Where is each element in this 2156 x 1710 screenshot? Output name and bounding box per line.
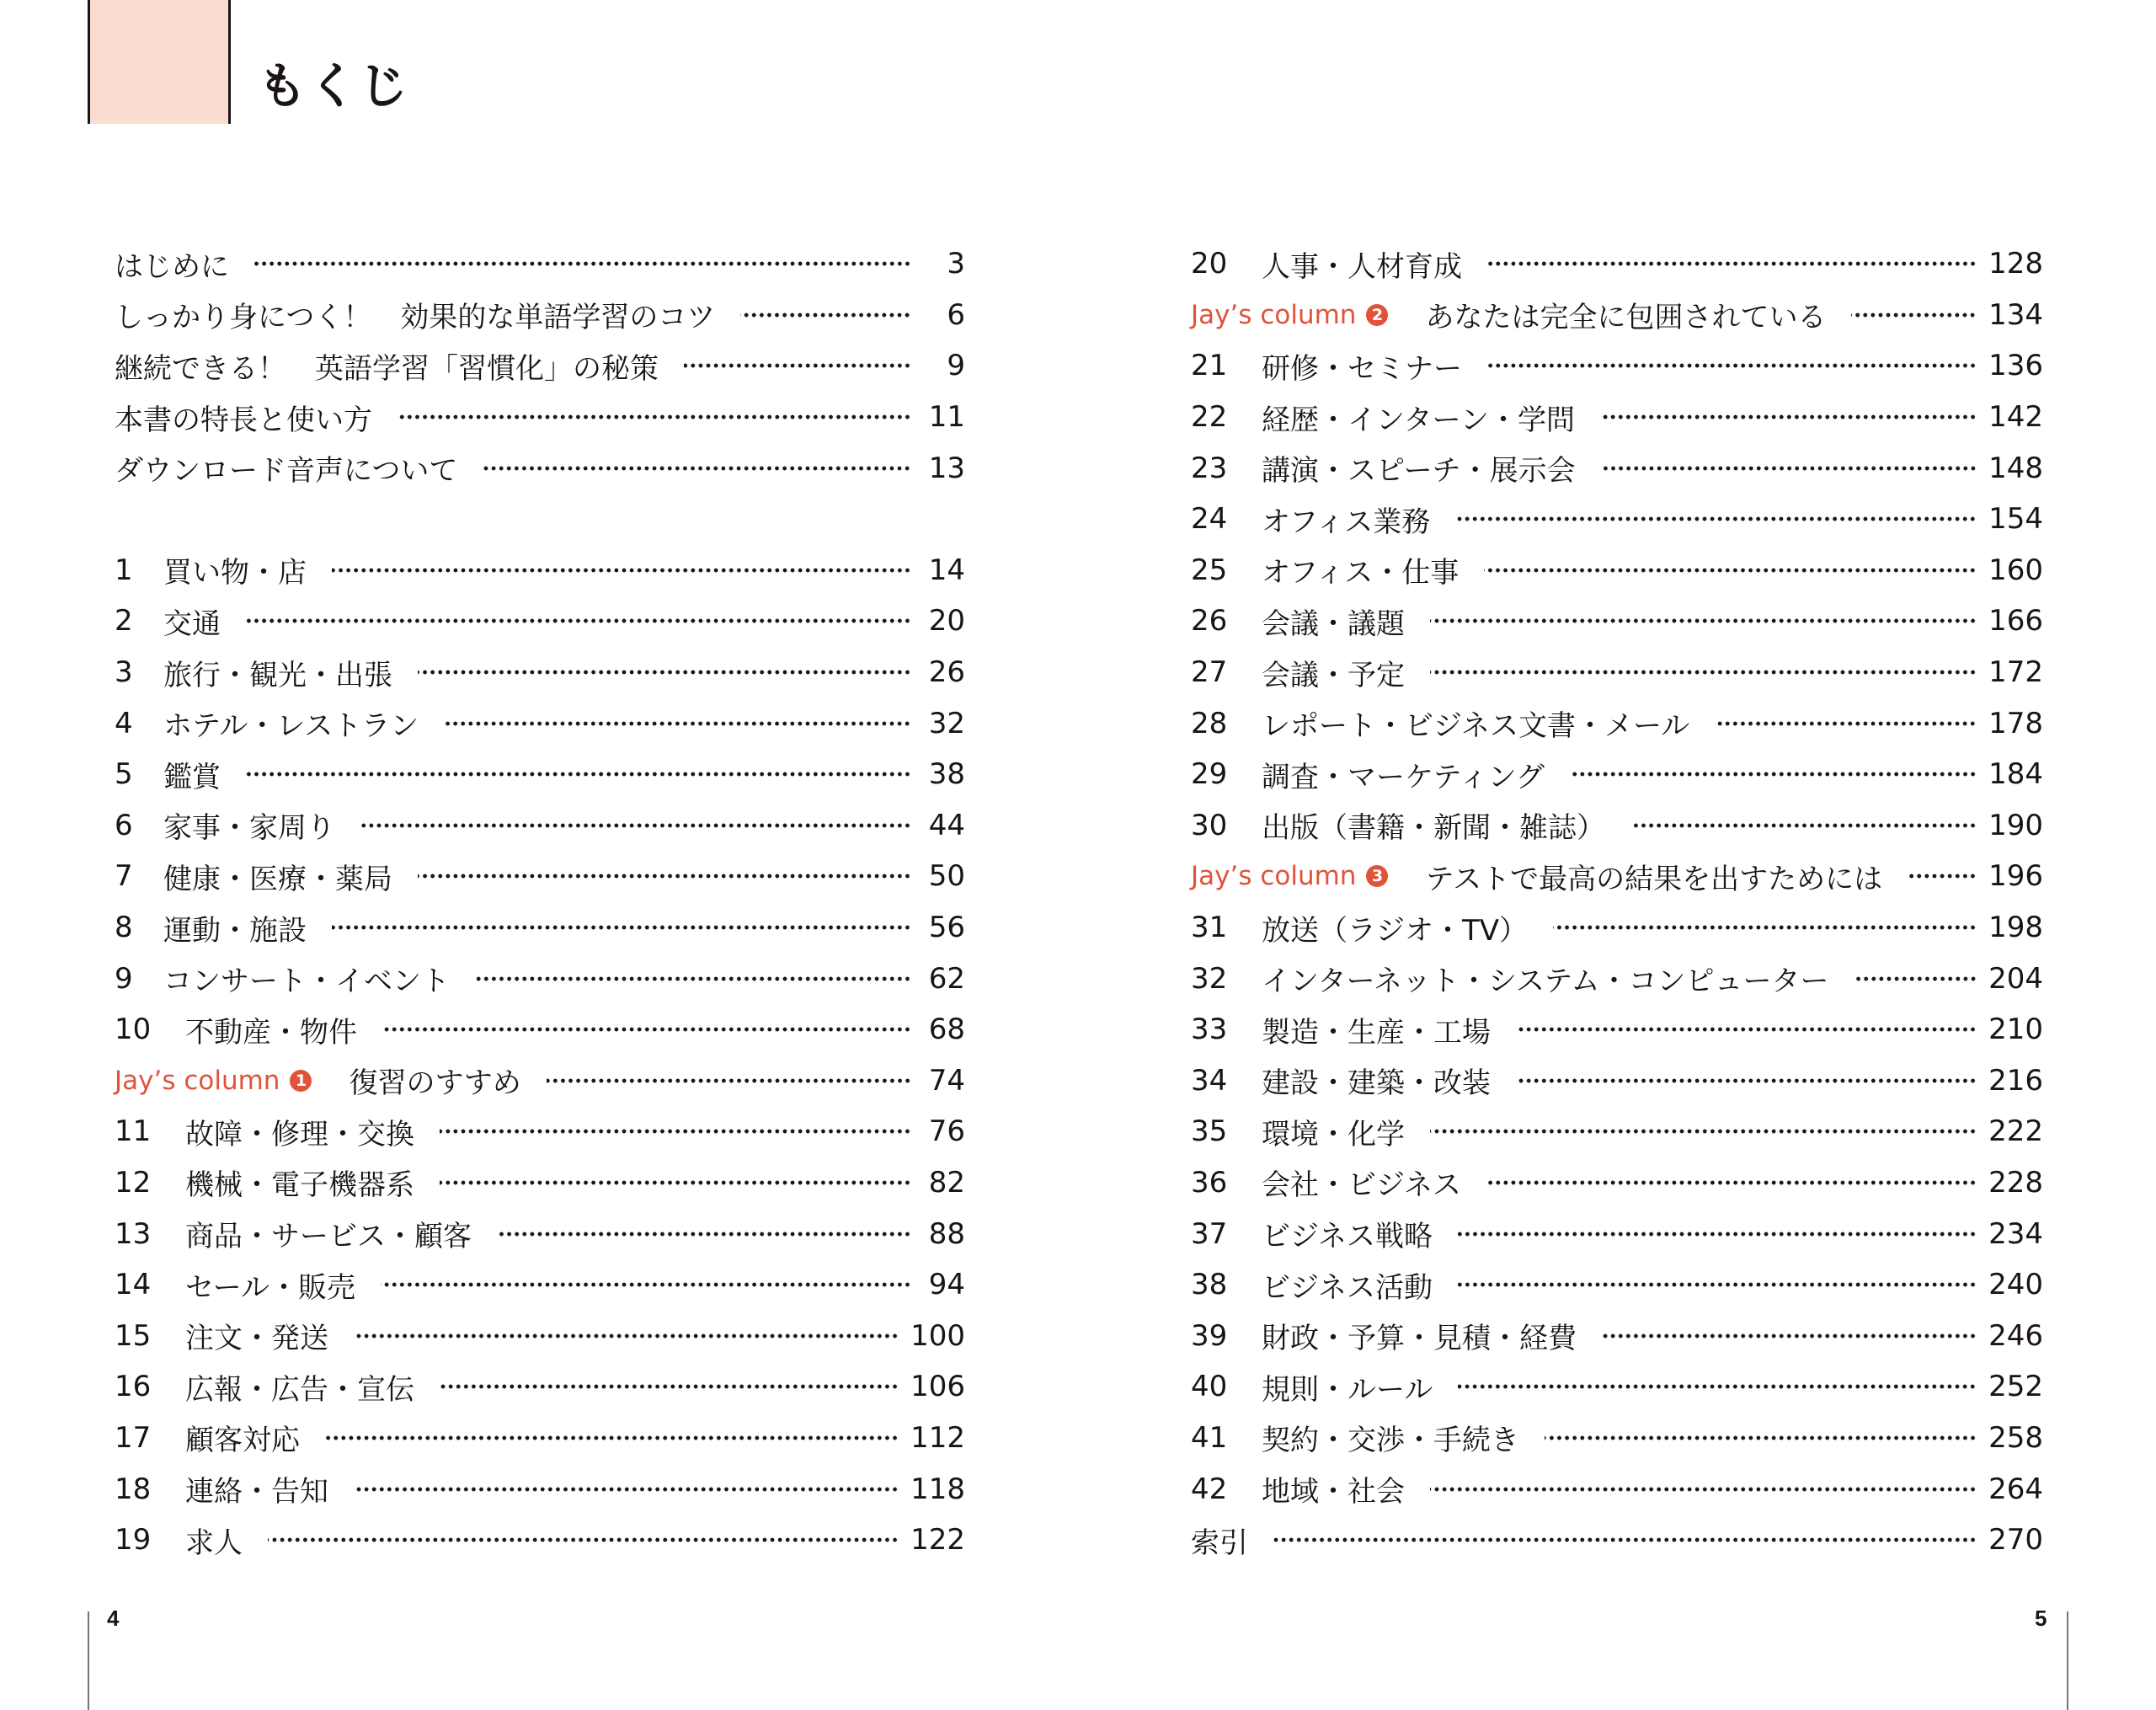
- leader-dots: [1458, 1384, 1977, 1389]
- leader-dots: [1430, 618, 1977, 623]
- chapter-number: 1: [115, 553, 133, 587]
- leader-dots: [475, 976, 911, 981]
- chapter-number: 11: [115, 1114, 152, 1149]
- toc-page-number: 13: [928, 451, 965, 485]
- toc-entry-label: レポート・ビジネス文書・メール: [1262, 709, 1690, 744]
- toc-entry-label: 地域・社会: [1262, 1475, 1405, 1510]
- leader-dots: [684, 363, 911, 368]
- leader-dots: [354, 1333, 899, 1339]
- toc-entry-chapter[interactable]: [1191, 647, 2043, 698]
- toc-entry-label: あなたは完全に包囲されている: [1425, 301, 1827, 335]
- toc-entry-chapter[interactable]: [1191, 1310, 2043, 1361]
- toc-page-number: 118: [910, 1472, 965, 1506]
- leader-dots: [1545, 1435, 1977, 1440]
- toc-page-number: 44: [928, 808, 965, 842]
- leader-dots: [444, 721, 911, 726]
- toc-entry-chapter[interactable]: [115, 1259, 965, 1311]
- toc-page-number: 26: [928, 655, 965, 690]
- toc-page-number: 204: [1988, 961, 2043, 996]
- circled-number-badge: 2: [1366, 304, 1388, 326]
- leader-dots: [440, 1384, 899, 1389]
- spacer: [115, 494, 965, 545]
- toc-entry-label: 研修・セミナー: [1262, 351, 1462, 386]
- toc-page-number: 9: [947, 349, 965, 383]
- toc-page-number: 62: [928, 961, 965, 996]
- toc-entry-label: 本書の特長と使い方: [115, 403, 372, 437]
- leader-dots: [1430, 670, 1977, 675]
- toc-entry-label: 復習のすすめ: [349, 1066, 521, 1101]
- toc-page-number: 264: [1988, 1472, 2043, 1506]
- chapter-number: 23: [1191, 451, 1228, 485]
- toc-entry-chapter[interactable]: [115, 953, 965, 1004]
- toc-entry-chapter[interactable]: [115, 1463, 965, 1515]
- leader-dots: [418, 670, 911, 675]
- toc-entry-label: 家事・家周り: [163, 811, 335, 846]
- leader-dots: [1486, 1180, 1977, 1185]
- toc-page-number: 196: [1988, 859, 2043, 894]
- toc-entry-jays-column[interactable]: [115, 1055, 965, 1107]
- toc-entry-chapter[interactable]: [1191, 1463, 2043, 1515]
- toc-page-number: 252: [1988, 1370, 2043, 1404]
- toc-entry-chapter[interactable]: [1191, 392, 2043, 443]
- page-title: もくじ: [258, 57, 410, 115]
- toc-page-number: 11: [928, 400, 965, 435]
- toc-entry-chapter[interactable]: [115, 1515, 965, 1566]
- toc-entry-label: 建設・建築・改装: [1262, 1066, 1491, 1101]
- leader-dots: [398, 414, 911, 419]
- toc-entry-label: セール・販売: [185, 1270, 355, 1305]
- toc-entry-intro[interactable]: [115, 392, 965, 443]
- circled-number-badge: 3: [1366, 865, 1388, 887]
- toc-page-number: 246: [1988, 1318, 2043, 1353]
- toc-entry-label: 経歴・インターン・学問: [1262, 403, 1575, 437]
- toc-entry-intro[interactable]: [115, 442, 965, 494]
- leader-dots: [1430, 1487, 1977, 1492]
- toc-left-column: [115, 238, 965, 1565]
- chapter-number: 38: [1191, 1268, 1228, 1302]
- toc-entry-intro[interactable]: [115, 290, 965, 341]
- toc-entry-intro[interactable]: [115, 238, 965, 290]
- toc-entry-label: 運動・施設: [163, 913, 307, 948]
- toc-page-number: 136: [1988, 349, 2043, 383]
- toc-entry-label: 会議・予定: [1262, 658, 1405, 692]
- chapter-number: 3: [115, 655, 133, 690]
- toc-entry-label: 出版（書籍・新聞・雑誌）: [1262, 811, 1605, 846]
- toc-entry-label: 会議・議題: [1262, 607, 1405, 641]
- leader-dots: [497, 1232, 911, 1237]
- chapter-number: 8: [115, 911, 133, 945]
- chapter-number: 4: [115, 706, 133, 740]
- chapter-number: 12: [115, 1165, 152, 1200]
- leader-dots: [1600, 414, 1977, 419]
- chapter-number: 20: [1191, 247, 1228, 281]
- chapter-number: 32: [1191, 961, 1228, 996]
- jays-column-tag: [1191, 300, 1388, 330]
- leader-dots: [1908, 874, 1977, 879]
- toc-entry-chapter[interactable]: [115, 800, 965, 852]
- toc-page-number: 88: [928, 1216, 965, 1251]
- toc-page-number: 32: [928, 706, 965, 740]
- toc-entry-label: 旅行・観光・出張: [163, 658, 392, 692]
- toc-entry-label: 人事・人材育成: [1262, 249, 1462, 284]
- toc-entry-chapter[interactable]: [1191, 749, 2043, 800]
- leader-dots: [332, 568, 911, 573]
- chapter-number: 40: [1191, 1370, 1228, 1404]
- toc-page-number: 222: [1988, 1114, 2043, 1149]
- toc-entry-label: 索引: [1191, 1526, 1248, 1560]
- toc-page-number: 6: [947, 297, 965, 332]
- toc-page-number: 38: [928, 757, 965, 792]
- leader-dots: [1455, 516, 1977, 521]
- jays-column-tag: [115, 1066, 312, 1096]
- leader-dots: [1484, 568, 1977, 573]
- toc-entry-label: 不動産・物件: [185, 1015, 357, 1050]
- leader-dots: [332, 925, 911, 930]
- chapter-number: 17: [115, 1420, 152, 1455]
- toc-entry-chapter[interactable]: [115, 749, 965, 800]
- toc-entry-chapter[interactable]: [1191, 1106, 2043, 1157]
- toc-entry-chapter[interactable]: [1191, 1208, 2043, 1259]
- jays-column-prefix: Jay’s column: [1191, 861, 1357, 892]
- toc-entry-chapter[interactable]: [1191, 800, 2043, 852]
- leader-dots: [1570, 772, 1977, 777]
- leader-dots: [1430, 1129, 1977, 1134]
- toc-entry-label: 環境・化学: [1262, 1117, 1405, 1152]
- toc-page-number: 20: [928, 604, 965, 639]
- toc-entry-label: ダウンロード音声について: [115, 454, 458, 489]
- leader-dots: [268, 1537, 899, 1542]
- toc-page-number: 134: [1988, 297, 2043, 332]
- toc-entry-chapter[interactable]: [115, 1157, 965, 1209]
- toc-entry-label: はじめに: [115, 249, 229, 284]
- chapter-number: 41: [1191, 1420, 1228, 1455]
- toc-entry-label: 鑑賞: [163, 760, 221, 794]
- toc-page-number: 112: [910, 1420, 965, 1455]
- leader-dots: [325, 1435, 899, 1440]
- toc-entry-label: 調査・マーケティング: [1262, 760, 1545, 794]
- toc-page-number: 76: [928, 1114, 965, 1149]
- toc-entry-jays-column[interactable]: [1191, 851, 2043, 902]
- page-number-right: 5: [2035, 1606, 2047, 1631]
- leader-dots: [360, 823, 911, 828]
- toc-page-number: 94: [928, 1268, 965, 1302]
- toc-entry-label: 健康・医療・薬局: [163, 862, 392, 896]
- leader-dots: [440, 1180, 911, 1185]
- chapter-number: 35: [1191, 1114, 1228, 1149]
- toc-page-number: 74: [928, 1063, 965, 1098]
- toc-page-number: 100: [910, 1318, 965, 1353]
- toc-entry-label: 放送（ラジオ・TV）: [1262, 913, 1529, 948]
- chapter-number: 42: [1191, 1472, 1228, 1506]
- toc-entry-chapter[interactable]: [115, 1106, 965, 1157]
- toc-entry-chapter[interactable]: [115, 1004, 965, 1055]
- chapter-number: 18: [115, 1472, 152, 1506]
- leader-dots: [547, 1078, 911, 1083]
- toc-entry-label: 規則・ルール: [1262, 1372, 1433, 1407]
- toc-entry-label: 連絡・告知: [185, 1475, 328, 1510]
- chapter-number: 16: [115, 1370, 152, 1404]
- toc-entry-label: ホテル・レストラン: [163, 709, 419, 744]
- toc-page-number: 166: [1988, 604, 2043, 639]
- toc-entry-chapter[interactable]: [115, 1310, 965, 1361]
- leader-dots: [1487, 363, 1977, 368]
- toc-entry-chapter[interactable]: [1191, 1055, 2043, 1107]
- toc-page-number: 50: [928, 859, 965, 894]
- jays-column-prefix: Jay’s column: [1191, 299, 1357, 330]
- chapter-number: 9: [115, 961, 133, 996]
- leader-dots: [1458, 1232, 1977, 1237]
- toc-page-number: 234: [1988, 1216, 2043, 1251]
- toc-page-number: 184: [1988, 757, 2043, 792]
- chapter-number: 31: [1191, 911, 1228, 945]
- toc-page-number: 198: [1988, 911, 2043, 945]
- toc-entry-jays-column[interactable]: [1191, 290, 2043, 341]
- toc-page-number: 172: [1988, 655, 2043, 690]
- toc-entry-label: 求人: [185, 1526, 243, 1560]
- toc-entry-chapter[interactable]: [115, 697, 965, 749]
- toc-entry-chapter[interactable]: [1191, 1259, 2043, 1311]
- toc-entry-chapter[interactable]: [115, 1208, 965, 1259]
- leader-dots: [246, 772, 911, 777]
- toc-entry-chapter[interactable]: [1191, 545, 2043, 596]
- toc-entry-chapter[interactable]: [1191, 902, 2043, 954]
- toc-page-number: 106: [910, 1370, 965, 1404]
- folio-rule-left: [88, 1611, 89, 1710]
- leader-dots: [1553, 925, 1977, 930]
- toc-entry-label: ビジネス活動: [1262, 1270, 1433, 1305]
- toc-entry-chapter[interactable]: [1191, 494, 2043, 545]
- chapter-number: 7: [115, 859, 133, 894]
- leader-dots: [1516, 1078, 1977, 1083]
- leader-dots: [254, 261, 911, 266]
- chapter-number: 28: [1191, 706, 1228, 740]
- leader-dots: [1602, 1333, 1977, 1339]
- toc-entry-chapter[interactable]: [115, 545, 965, 596]
- leader-dots: [1630, 823, 1977, 828]
- toc-page-number: 216: [1988, 1063, 2043, 1098]
- leader-dots: [483, 466, 911, 471]
- toc-entry-label: インターネット・システム・コンピューター: [1262, 965, 1829, 999]
- leader-dots: [1458, 1282, 1977, 1287]
- leader-dots: [418, 874, 911, 879]
- page-number-left: 4: [107, 1606, 120, 1631]
- leader-dots: [246, 618, 911, 623]
- toc-entry-label: オフィス業務: [1262, 505, 1431, 539]
- toc-entry-chapter[interactable]: [1191, 1361, 2043, 1413]
- leader-dots: [381, 1282, 911, 1287]
- chapter-number: 39: [1191, 1318, 1228, 1353]
- toc-entry-chapter[interactable]: [115, 851, 965, 902]
- jays-column-tag: [1191, 861, 1388, 891]
- toc-entry-label: 顧客対応: [185, 1424, 300, 1458]
- leader-dots: [1854, 976, 1977, 981]
- chapter-number: 22: [1191, 400, 1228, 435]
- chapter-number: 2: [115, 604, 133, 639]
- chapter-number: 34: [1191, 1063, 1228, 1098]
- toc-page-number: 128: [1988, 247, 2043, 281]
- chapter-number: 6: [115, 808, 133, 842]
- chapter-number: 14: [115, 1268, 152, 1302]
- toc-entry-label: 契約・交渉・手続き: [1262, 1424, 1519, 1458]
- leader-dots: [1273, 1537, 1977, 1542]
- toc-page-number: 14: [928, 553, 965, 587]
- jays-column-prefix: Jay’s column: [115, 1065, 280, 1096]
- toc-page-number: 56: [928, 911, 965, 945]
- toc-entry-chapter[interactable]: [115, 1413, 965, 1464]
- toc-entry-chapter[interactable]: [115, 902, 965, 954]
- chapter-number: 5: [115, 757, 133, 792]
- toc-page-number: 142: [1988, 400, 2043, 435]
- leader-dots: [382, 1027, 911, 1032]
- toc-entry-label: 注文・発送: [185, 1322, 328, 1356]
- circled-number-badge: 1: [290, 1070, 312, 1092]
- chapter-number: 15: [115, 1318, 152, 1353]
- title-accent-box: [88, 0, 231, 124]
- leader-dots: [1601, 466, 1977, 471]
- chapter-number: 13: [115, 1216, 152, 1251]
- folio-rule-right: [2067, 1611, 2068, 1710]
- toc-entry-chapter[interactable]: [115, 647, 965, 698]
- toc-page-number: 270: [1988, 1523, 2043, 1558]
- toc-entry-label: テストで最高の結果を出すためには: [1425, 862, 1883, 896]
- leader-dots: [1516, 1027, 1977, 1032]
- toc-entry-chapter[interactable]: [115, 596, 965, 647]
- toc-entry-chapter[interactable]: [1191, 442, 2043, 494]
- toc-page-number: 68: [928, 1013, 965, 1047]
- toc-entry-label: 広報・広告・宣伝: [185, 1372, 414, 1407]
- toc-entry-label: 製造・生産・工場: [1262, 1015, 1491, 1050]
- toc-entry-chapter[interactable]: [115, 1361, 965, 1413]
- toc-entry-label: 財政・予算・見積・経費: [1262, 1322, 1577, 1356]
- toc-page-number: 228: [1988, 1165, 2043, 1200]
- toc-entry-label: 交通: [163, 607, 221, 641]
- leader-dots: [740, 313, 911, 318]
- toc-page-number: 210: [1988, 1013, 2043, 1047]
- toc-entry-chapter[interactable]: [1191, 238, 2043, 290]
- toc-entry-label: 買い物・店: [163, 556, 307, 590]
- toc-page-number: 82: [928, 1165, 965, 1200]
- toc-entry-chapter[interactable]: [1191, 1157, 2043, 1209]
- toc-entry-label: 継続できる！ 英語学習「習慣化」の秘策: [115, 351, 659, 386]
- toc-page-number: 258: [1988, 1420, 2043, 1455]
- toc-page-number: 240: [1988, 1268, 2043, 1302]
- toc-entry-chapter[interactable]: [1191, 1004, 2043, 1055]
- toc-entry-chapter[interactable]: [1191, 1413, 2043, 1464]
- toc-page-number: 178: [1988, 706, 2043, 740]
- toc-right-column: [1191, 238, 2043, 1565]
- chapter-number: 29: [1191, 757, 1228, 792]
- chapter-number: 10: [115, 1013, 152, 1047]
- leader-dots: [1715, 721, 1977, 726]
- toc-entry-label: 機械・電子機器系: [185, 1168, 414, 1203]
- chapter-number: 19: [115, 1523, 152, 1558]
- toc-entry-intro[interactable]: [115, 340, 965, 392]
- toc-entry-chapter[interactable]: [1191, 697, 2043, 749]
- toc-page-number: 3: [947, 247, 965, 281]
- chapter-number: 27: [1191, 655, 1228, 690]
- toc-entry-label: ビジネス戦略: [1262, 1220, 1433, 1254]
- toc-entry-chapter[interactable]: [1191, 953, 2043, 1004]
- chapter-number: 33: [1191, 1013, 1228, 1047]
- toc-entry-label: オフィス・仕事: [1262, 556, 1460, 590]
- toc-page-number: 122: [910, 1523, 965, 1558]
- toc-entry-label: 講演・スピーチ・展示会: [1262, 454, 1576, 489]
- chapter-number: 25: [1191, 553, 1228, 587]
- chapter-number: 30: [1191, 808, 1228, 842]
- toc-entry-index[interactable]: [1191, 1515, 2043, 1566]
- toc-page-number: 154: [1988, 502, 2043, 537]
- toc-entry-chapter[interactable]: [1191, 340, 2043, 392]
- leader-dots: [1487, 261, 1977, 266]
- toc-entry-label: コンサート・イベント: [163, 965, 450, 999]
- chapter-number: 37: [1191, 1216, 1228, 1251]
- toc-entry-label: 商品・サービス・顧客: [185, 1220, 472, 1254]
- chapter-number: 24: [1191, 502, 1228, 537]
- toc-entry-label: しっかり身につく！ 効果的な単語学習のコツ: [115, 301, 716, 335]
- chapter-number: 21: [1191, 349, 1228, 383]
- toc-page-number: 190: [1988, 808, 2043, 842]
- chapter-number: 26: [1191, 604, 1228, 639]
- toc-page-number: 160: [1988, 553, 2043, 587]
- toc-entry-chapter[interactable]: [1191, 596, 2043, 647]
- leader-dots: [1851, 313, 1977, 318]
- toc-entry-label: 故障・修理・交換: [185, 1117, 414, 1152]
- leader-dots: [354, 1487, 899, 1492]
- toc-page-number: 148: [1988, 451, 2043, 485]
- toc-entry-label: 会社・ビジネス: [1262, 1168, 1461, 1203]
- chapter-number: 36: [1191, 1165, 1228, 1200]
- leader-dots: [440, 1129, 911, 1134]
